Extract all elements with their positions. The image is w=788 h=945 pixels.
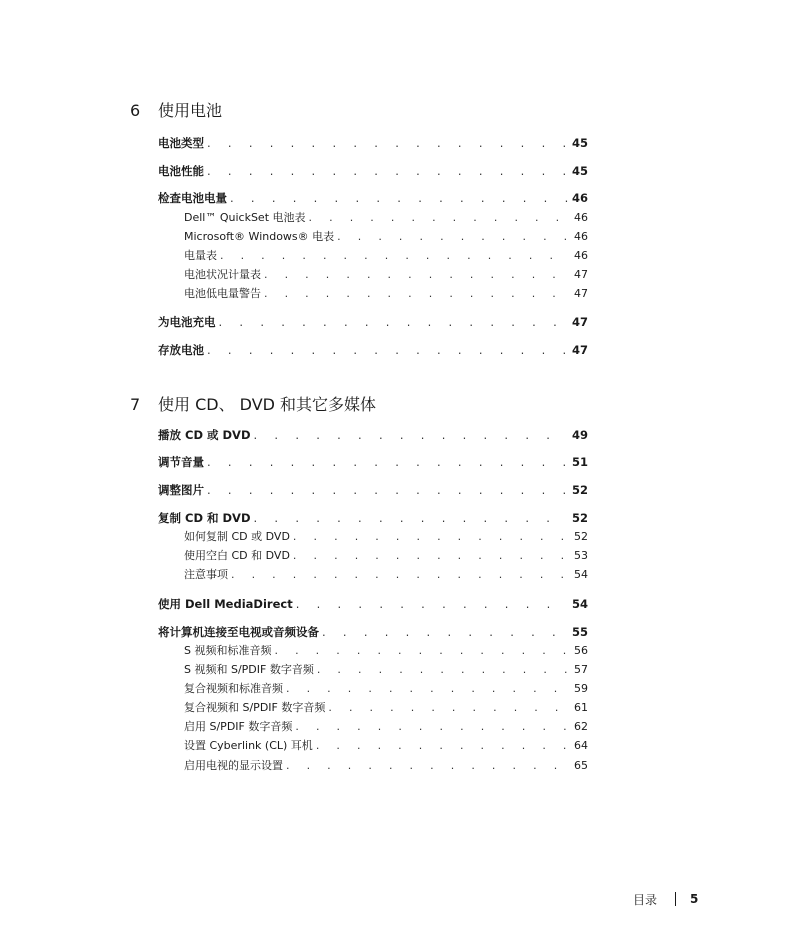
toc-entry-label: 如何复制 CD 或 DVD: [184, 530, 290, 543]
toc-entry-label: 检查电池电量: [158, 191, 227, 205]
toc-entry-page: 46: [574, 249, 588, 262]
chapter-6-heading: [130, 101, 222, 121]
chapter-title: 使用电池: [158, 101, 223, 120]
toc-entry-label: 存放电池: [158, 343, 204, 357]
toc-subentry[interactable]: [184, 758, 588, 774]
toc-entry[interactable]: [158, 135, 588, 151]
toc-entry-label: 播放 CD 或 DVD: [158, 428, 251, 442]
toc-subentry[interactable]: [184, 738, 588, 754]
toc-entry-label: 调节音量: [158, 455, 204, 469]
toc-subentry[interactable]: [184, 567, 588, 583]
toc-entry-label: 设置 Cyberlink (CL) 耳机: [184, 739, 313, 752]
toc-entry-page: 54: [571, 597, 588, 611]
page-footer: [633, 890, 698, 908]
toc-entry[interactable]: [158, 624, 588, 640]
toc-entry-label: 注意事项: [184, 568, 228, 581]
toc-entry-label: Microsoft® Windows® 电表: [184, 230, 335, 243]
toc-entry-page: 59: [574, 682, 588, 695]
toc-entry-page: 45: [571, 136, 588, 150]
chapter-title: 使用 CD、 DVD 和其它多媒体: [158, 395, 377, 414]
toc-entry[interactable]: [158, 190, 588, 206]
toc-entry-label: 复合视频和 S/PDIF 数字音频: [184, 701, 326, 714]
toc-entry-page: 52: [571, 483, 588, 497]
toc-entry[interactable]: [158, 510, 588, 526]
toc-entry-page: 49: [571, 428, 588, 442]
toc-entry-page: 53: [574, 549, 588, 562]
toc-entry-page: 64: [574, 739, 588, 752]
toc-entry-label: 复制 CD 和 DVD: [158, 511, 251, 525]
toc-entry-label: Dell™ QuickSet 电池表: [184, 211, 306, 224]
toc-entry[interactable]: [158, 314, 588, 330]
toc-entry-label: 将计算机连接至电视或音频设备: [158, 625, 319, 639]
toc-entry-label: 使用空白 CD 和 DVD: [184, 549, 290, 562]
toc-entry-label: S 视频和标准音频: [184, 644, 272, 657]
toc-subentry[interactable]: [184, 267, 588, 283]
toc-entry-label: 电池性能: [158, 164, 204, 178]
toc-entry-label: 使用 Dell MediaDirect: [158, 597, 293, 611]
toc-entry-page: 47: [571, 315, 588, 329]
toc-entry-page: 47: [574, 268, 588, 281]
toc-subentry[interactable]: [184, 210, 588, 226]
toc-entry-page: 47: [574, 287, 588, 300]
toc-entry-label: 电池类型: [158, 136, 204, 150]
toc-entry-page: 52: [574, 530, 588, 543]
footer-page-number: 5: [690, 892, 699, 906]
toc-entry-label: 启用 S/PDIF 数字音频: [184, 720, 293, 733]
toc-entry-page: 57: [574, 663, 588, 676]
footer-divider: [675, 892, 676, 906]
toc-subentry[interactable]: [184, 248, 588, 264]
toc-entry-page: 52: [571, 511, 588, 525]
chapter-number: 7: [130, 395, 141, 414]
toc-subentry[interactable]: [184, 681, 588, 697]
toc-entry-page: 46: [574, 230, 588, 243]
toc-subentry[interactable]: [184, 286, 588, 302]
toc-entry-label: 电量表: [184, 249, 217, 262]
toc-entry-page: 62: [574, 720, 588, 733]
toc-entry[interactable]: [158, 454, 588, 470]
toc-entry[interactable]: [158, 163, 588, 179]
toc-entry-page: 46: [574, 211, 588, 224]
footer-section-title: 目录: [633, 892, 658, 907]
toc-entry-page: 55: [571, 625, 588, 639]
toc-entry-page: 45: [571, 164, 588, 178]
chapter-7-heading: [130, 395, 376, 415]
toc-subentry[interactable]: [184, 643, 588, 659]
toc-subentry[interactable]: [184, 229, 588, 245]
toc-entry-label: 电池状况计量表: [184, 268, 261, 281]
toc-entry-label: 启用电视的显示设置: [184, 759, 283, 772]
toc-entry-label: 复合视频和标准音频: [184, 682, 283, 695]
toc-entry-page: 56: [574, 644, 588, 657]
toc-subentry[interactable]: [184, 548, 588, 564]
toc-entry-page: 46: [571, 191, 588, 205]
chapter-number: 6: [130, 101, 141, 120]
toc-entry[interactable]: [158, 596, 588, 612]
toc-entry-page: 61: [574, 701, 588, 714]
toc-subentry[interactable]: [184, 529, 588, 545]
toc-entry[interactable]: [158, 427, 588, 443]
toc-entry-page: 47: [571, 343, 588, 357]
toc-entry-page: 65: [574, 759, 588, 772]
toc-entry[interactable]: [158, 482, 588, 498]
toc-entry-label: S 视频和 S/PDIF 数字音频: [184, 663, 314, 676]
toc-entry[interactable]: [158, 342, 588, 358]
toc-entry-page: 54: [574, 568, 588, 581]
toc-entry-page: 51: [571, 455, 588, 469]
toc-subentry[interactable]: [184, 662, 588, 678]
toc-entry-label: 为电池充电: [158, 315, 216, 329]
toc-entry-label: 电池低电量警告: [184, 287, 261, 300]
toc-subentry[interactable]: [184, 700, 588, 716]
toc-subentry[interactable]: [184, 719, 588, 735]
toc-entry-label: 调整图片: [158, 483, 204, 497]
